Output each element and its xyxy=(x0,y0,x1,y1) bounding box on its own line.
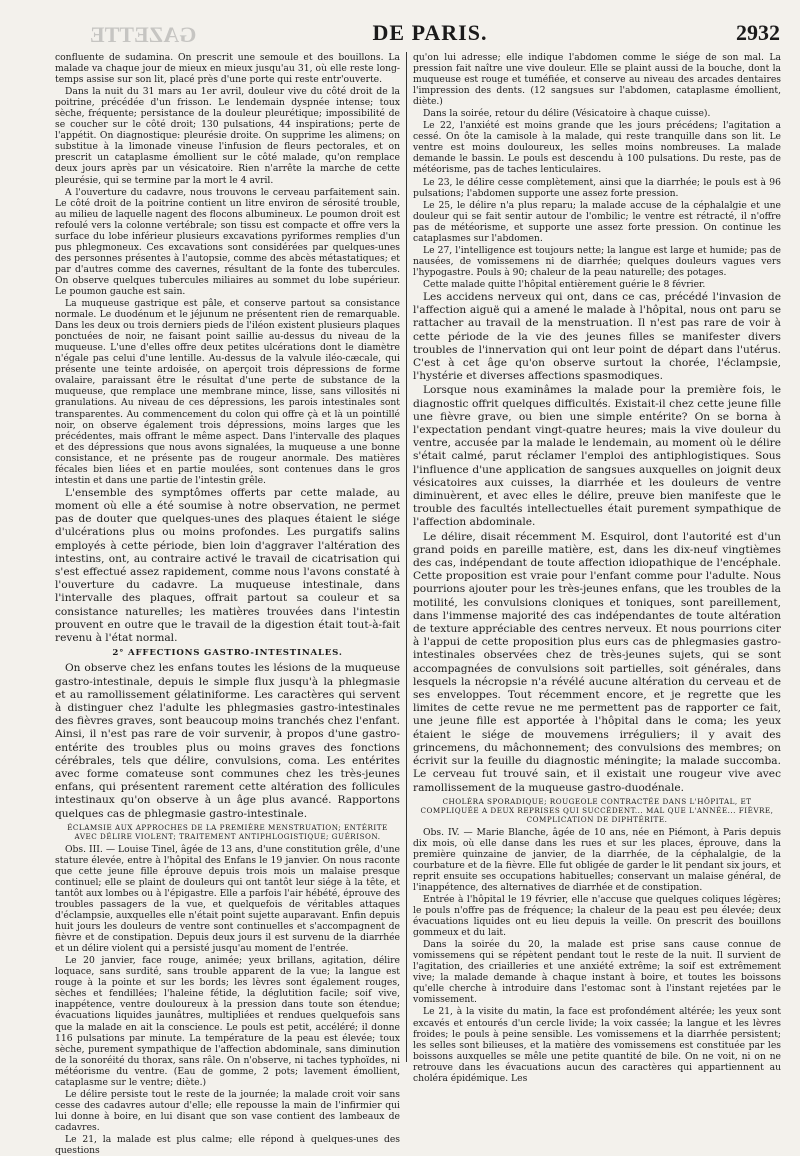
paragraph: La muqueuse gastrique est pâle, et conserve partout sa consistance normale. Le duodénum et le jéjunum ne présentent rien de remarquable. Dans les deux ou trois derniers pieds de l'iléon existent plusieurs plaques ponctuées de noir, ne faisant point saillie au-dessus du niveau de la muqueuse. L'une d'elles offre deux petites ulcérations dont le diamètre n'égale pas celui d'une lentille. Au-dessus de la valvule iléo-cæcale, qui présente une teinte ardoisée, on aperçoit trois dépressions de forme ovalaire, paraissant être le résultat d'une perte de substance de la muqueuse, que remplace une membrane mince, lisse, sans villosités ni granulations. Au niveau de ces dépressions, les parois intestinales sont transparentes. Au commencement du colon qui offre çà et là un pointillé noir, on observe également trois dépressions, moins larges que les précédentes, mais offrant le même aspect. Dans l'intervalle des plaques et des dépressions que nous avons signalées, la muqueuse a une bonne consistance, et ne présente pas de rougeur anormale. Des matières fécales bien liées et en partie moulées, sont contenues dans le gros intestin et dans une partie de l'intestin grêle. xyxy=(55,298,400,486)
paragraph: Le 21, à la visite du matin, la face est profondément altérée; les yeux sont excavés et entourés d'un cercle livide; la voix cassée; la langue et les lèvres froides; le pouls à peine sensible. Les vomissemens et la diarrhée persistent; les selles sont bilieuses, et la matière des vomissemens est constituée par les boissons auxquelles se mêle une petite quantité de bile. On ne voit, ni on ne retrouve dans les évacuations aucun des caractères qui appartiennent au choléra épidémique. Les xyxy=(413,1006,781,1084)
paragraph: Obs. III. — Louise Tinel, âgée de 13 ans, d'une constitution grêle, d'une stature élevée, entre à l'hôpital des Enfans le 19 janvier. On nous raconte que cette jeune fille éprouve depuis trois mois un malaise presque continuel; elle se plaint de douleurs qui ont tantôt leur siége à la tête, et tantôt aux lombes ou à l'épigastre. Elle a parfois l'air hébété, éprouve des troubles passagers de la vue, et quelquefois de véritables attaques d'éclampsie, auxquelles elle n'était point sujette auparavant. Enfin depuis huit jours les douleurs de ventre sont continuelles et s'accompagnent de fièvre et de constipation. Depuis deux jours il est survenu de la diarrhée et un délire violent qui a persisté jusqu'au moment de l'entrée. xyxy=(55,843,400,955)
paragraph: Dans la soirée, retour du délire (Vésicatoire à chaque cuisse). xyxy=(423,108,711,120)
paragraph: Le 27, l'intelligence est toujours nette; la langue est large et humide; pas de nausées, de vomissemens ni de diarrhée; quelques douleurs vagues vers l'hypogastre. Pouls à 90; chaleur de la peau naturelle; des potages. xyxy=(413,244,781,278)
commentary-paragraph: Le délire, disait récemment M. Esquirol, dont l'autorité est d'un grand poids en pareille matière, est, dans les dix-neuf vingtièmes des cas, indépendant de toute affection idiopathique de l'encéphale. Cette proposition est vraie pour l'enfant comme pour l'adulte. Nous pourrions ajouter pour les très-jeunes enfans, que les troubles de la motilité, les convulsions cloniques et toniques, sont pareillement, dans l'immense majorité des cas indépendantes de toute altération de texture appréciable des centres nerveux. Et nous pourrions citer à l'appui de cette proposition plus eurs cas de phlegmasies gastro-intestinales observées chez de très-jeunes sujets, qui se sont accompagnées de convulsions soit partielles, soit générales, dans lesquels la nécropsie n'a révélé aucune altération du cerveau et de ses enveloppes. Tout récemment encore, et je regrette que les limites de cette revue ne me permettent pas de rapporter ce fait, une jeune fille est apportée à l'hôpital dans le coma; les yeux étaient le siége de mouvemens irréguliers; il y avait des grincemens, du mâchonnement; des convulsions des membres; on écrivit sur la feuille du diagnostic méningite; la malade succomba. Le cerveau fut trouvé sain, et il existait une rougeur vive avec ramollissement de la muqueuse gastro-duodénale. xyxy=(413,530,781,794)
paragraph: Le 23, le délire cesse complètement, ainsi que la diarrhée; le pouls est à 96 pulsations; l'abdomen supporte une assez forte pression. xyxy=(413,176,781,199)
paragraph: Le délire persiste tout le reste de la journée; la malade croit voir sans cesse des cadavres autour d'elle; elle repousse la main de l'infirmier qui lui donne à boire, en lui disant que son vase contient des lambeaux de cadavres. xyxy=(55,1088,400,1133)
show-through-text: GAZETTE xyxy=(90,22,197,47)
column-divider xyxy=(406,52,407,1062)
commentary-paragraph: Les accidens nerveux qui ont, dans ce cas, précédé l'invasion de l'affection aiguë qui a amené le malade à l'hôpital, nous ont paru se rattacher au travail de la menstruation. Il n'est pas rare de voir à cette période de la vie des jeunes filles se manifester divers troubles de l'innervation qui ont leur point de départ dans l'utérus. C'est à cet âge qu'on observe surtout la chorée, l'éclampsie, l'hystérie et diverses affections spasmodiques. xyxy=(413,290,781,383)
paragraph: Obs. IV. — Marie Blanche, âgée de 10 ans, née en Piémont, à Paris depuis dix mois, où elle danse dans les rues et sur les places, éprouve, dans la première quinzaine de janvier, de la diarrhée, de la céphalalgie, de la courbature et de la fièvre. Elle fut obligée de garder le lit pendant six jours, et reprit ensuite ses occupations habituelles; conservant un malaise général, de l'inappétence, des alternatives de diarrhée et de constipation. xyxy=(413,826,781,893)
paragraph: Cette malade quitte l'hôpital entièrement guérie le 8 février. xyxy=(423,278,706,290)
commentary-paragraph: Lorsque nous examinâmes la malade pour la première fois, le diagnostic offrit quelques difficultés. Existait-il chez cette jeune fille une fièvre grave, ou bien une simple entérite? On se borna à l'expectation pendant vingt-quatre heures; mais la vive douleur du ventre, accusée par la malade le lendemain, au moment où le délire s'était calmé, parut réclamer l'emploi des antiphlogistiques. Sous l'influence d'une application de sangsues auxquelles on joignit deux vésicatoires aux cuisses, la diarrhée et les douleurs de ventre diminuèrent, et avec elles le délire, preuve bien manifeste que le trouble des facultés intellectuelles était purement sympathique de l'affection abdominale. xyxy=(413,384,781,529)
masthead: DE PARIS. xyxy=(372,20,488,45)
section-heading: 2° AFFECTIONS GASTRO-INTESTINALES. xyxy=(112,648,343,659)
case-heading: ÉCLAMSIE AUX APPROCHES DE LA PREMIÈRE MENSTRUATION; ENTÉRITE AVEC DÉLIRE VIOLENT; TRAITEMENT ANTIPHLOGISTIQUE; GUÉRISON. xyxy=(67,822,388,841)
left-column xyxy=(55,52,400,1156)
paragraph: Dans la soirée du 20, la malade est prise sans cause connue de vomissemens qui se répètent pendant tout le reste de la nuit. Il survient de l'agitation, des criailleries et une anxiété extrême; la soif est extrêmement vive; la malade demande à chaque instant à boire, et toutes les boissons qu'elle cherche à introduire dans l'estomac sont à l'instant rejetées par le vomissement. xyxy=(413,939,781,1006)
case-heading: CHOLÉRA SPORADIQUE; ROUGEOLE CONTRACTÉE DANS L'HÔPITAL, ET COMPLIQUÉE A DEUX REPRISES QUI SUCCÉDENT... MAL QUE L'ANNÉE... FIÈVRE, COMPLICATION DE DIPHTÉRITE. xyxy=(420,796,774,824)
paragraph: Le 20 janvier, face rouge, animée; yeux brillans, agitation, délire loquace, sans surdité, sans trouble apparent de la vue; la langue est rouge à la pointe et sur les bords; les lèvres sont également rouges, sèches et fendillées; l'haleine fétide, la déglutition facile; soif vive, inappétence, ventre douloureux à la pression dans toute son étendue; évacuations liquides jaunâtres, multipliées et rendues quelquefois sans que la malade en ait la conscience. Le pouls est petit, accéléré; il donne 116 pulsations par minute. La température de la peau est élevée; toux sèche, purement sympathique de l'affection abdominale, sans diminution de la sonoréité du thorax, sans râle. On n'observe, ni taches typhoïdes, ni météorisme du ventre. (Eau de gomme, 2 pots; lavement émollient, cataplasme sur le ventre; diète.) xyxy=(55,955,400,1088)
paragraph: Le 25, le délire n'a plus reparu; la malade accuse de la céphalalgie et une douleur qui se fait sentir autour de l'ombilic; le ventre est rétracté, il n'offre pas de météorisme, et supporte une assez forte pression. On continue les cataplasmes sur l'abdomen. xyxy=(413,199,781,244)
paragraph: Dans la nuit du 31 mars au 1er avril, douleur vive du côté droit de la poitrine, précédée d'un frisson. Le lendemain dyspnée intense; toux sèche, fréquente; persistance de la douleur pleurétique; impossibilité de se coucher sur le côté droit; 130 pulsations, 44 inspirations; perte de l'appétit. On diagnostique: pleurésie droite. On supprime les alimens; on substitue à la limonade vineuse l'infusion de fleurs pectorales, et on prescrit un cataplasme émollient sur le côté malade, qu'on remplace deux jours après par un vésicatoire. Rien n'arrête la marche de cette pleurésie, qui se termine par la mort le 4 avril. xyxy=(55,86,400,186)
commentary-paragraph: L'ensemble des symptômes offerts par cette malade, au moment où elle a été soumise à notre observation, ne permet pas de douter que quelques-unes des plaques étaient le siége d'ulcérations plus ou moins profondes. Les purgatifs salins employés à cette période, bien loin d'aggraver l'altération des intestins, ont, au contraire activé le travail de cicatrisation qui s'est effectué assez rapidement, comme nous l'avons constaté à l'ouverture du cadavre. La muqueuse intestinale, dans l'intervalle des plaques, offrait partout sa couleur et sa consistance naturelles; les matières trouvées dans l'intestin prouvent en outre que le travail de la digestion était tout-à-fait revenu à l'état normal. xyxy=(55,486,400,645)
paragraph: Le 22, l'anxiété est moins grande que les jours précédens; l'agitation a cessé. On ôte la camisole à la malade, qui reste tranquille dans son lit. Le ventre est moins douloureux, les selles moins nombreuses. La malade demande le bassin. Le pouls est descendu à 100 pulsations. Du reste, pas de météorisme, pas de taches lenticulaires. xyxy=(413,120,781,176)
paragraph: qu'on lui adresse; elle indique l'abdomen comme le siége de son mal. La pression fait naître une vive douleur. Elle se plaint aussi de la bouche, dont la muqueuse est rouge et tuméfiée, et conserve au niveau des arcades dentaires l'impression des dents. (12 sangsues sur l'abdomen, cataplasme émollient, diète.) xyxy=(413,52,781,108)
page-header xyxy=(60,20,780,46)
page-number: 2932 xyxy=(736,20,780,45)
paragraph: confluente de sudamina. On prescrit une semoule et des bouillons. La malade va chaque jour de mieux en mieux jusqu'au 31, où elle reste long-temps assise sur son lit, placé près d'une porte qui reste entr'ouverte. xyxy=(55,52,400,86)
commentary-paragraph: On observe chez les enfans toutes les lésions de la muqueuse gastro-intestinale, depuis le simple flux jusqu'à la phlegmasie et au ramollissement gélatiniforme. Les caractères qui servent à distinguer chez l'adulte les phlegmasies gastro-intestinales des fièvres graves, sont beaucoup moins tranchés chez l'enfant. Ainsi, il n'est pas rare de voir survenir, à propos d'une gastro-entérite des troubles plus ou moins graves des fonctions cérébrales, tels que délire, convulsions, coma. Les entérites avec forme comateuse sont communes chez les très-jeunes enfans, qui présentent rarement cette altération des follicules intestinaux qu'on observe à un âge plus avancé. Rapportons quelques cas de phlegmasie gastro-intestinale. xyxy=(55,662,400,820)
paragraph: A l'ouverture du cadavre, nous trouvons le cerveau parfaitement sain. Le côté droit de la poitrine contient un litre environ de sérosité trouble, au milieu de laquelle nagent des flocons albumineux. Le poumon droit est refoulé vers la colonne vertébrale; son tissu est compacte et offre vers la surface du lobe inférieur plusieurs excavations pyriformes remplies d'un pus phlegmoneux. Ces excavations sont considérées par quelques-unes des personnes présentes à l'autopsie, comme des abcès métastatiques; et par d'autres comme des cavernes, résultant de la fonte des tubercules. On observe quelques tubercules miliaires au sommet du lobe supérieur. Le poumon gauche est sain. xyxy=(55,186,400,297)
paragraph: Entrée à l'hôpital le 19 février, elle n'accuse que quelques coliques légères; le pouls n'offre pas de fréquence; la chaleur de la peau est peu élevée; deux évacuations liquides ont eu lieu depuis la veille. On prescrit des bouillons gommeux et du lait. xyxy=(413,893,781,939)
right-column xyxy=(413,52,781,1084)
paragraph: Le 21, la malade est plus calme; elle répond à quelques-unes des questions xyxy=(55,1133,400,1156)
